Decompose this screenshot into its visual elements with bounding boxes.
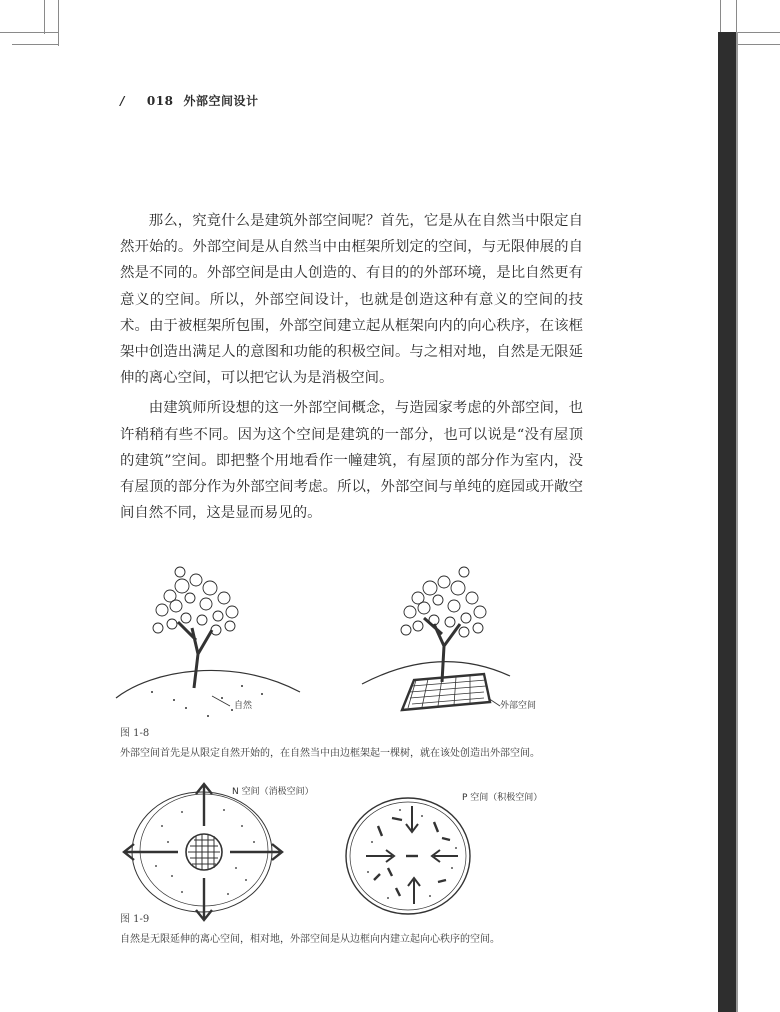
figure-1-8-id: 图 1-8 (120, 728, 150, 739)
book-title: 外部空间设计 (183, 94, 259, 108)
tree-foliage (401, 567, 486, 637)
paragraph: 由建筑师所设想的这一外部空间概念，与造园家考虑的外部空间，也许稍稍有些不同。因为这个空间是建筑的一部分，也可以说是“没有屋顶的建筑”空间。即把整个用地看作一幢建筑，有屋顶的部分作为室内，没有屋顶的部分作为外部空间考虑。所以，外部空间与单纯的庭园或开敞空间自然不同，这是显而易见的。 (120, 400, 583, 522)
crop-mark (0, 32, 58, 33)
label-nature: 自然 (234, 701, 253, 711)
crop-mark (12, 44, 58, 45)
crop-mark (44, 0, 45, 34)
tree-foliage (153, 567, 238, 635)
page-number: 018 (146, 94, 174, 108)
crop-mark (736, 0, 737, 32)
crop-mark (58, 0, 59, 46)
running-header (120, 92, 258, 109)
page-spine (718, 32, 736, 1012)
header-slash: / (120, 94, 125, 108)
p-space-illustration (346, 798, 470, 914)
label-exterior-space: 外部空间 (500, 701, 537, 711)
crop-mark (720, 0, 721, 32)
figure-1-9-drawing (112, 776, 572, 922)
exterior-space-tree-illustration (362, 567, 510, 710)
figure-1-9-caption: 自然是无限延伸的离心空间，相对地，外部空间是从边框向内建立起向心秩序的空间。 (120, 934, 500, 945)
figure-1-8 (112, 558, 537, 720)
nature-tree-illustration (116, 567, 300, 717)
n-space-illustration (124, 784, 282, 920)
label-p-space: P 空间（积极空间） (462, 793, 543, 803)
crop-mark (736, 44, 780, 45)
figure-1-8-caption: 外部空间首先是从限定自然开始的，在自然当中由边框架起一棵树，就在该处创造出外部空间。 (120, 748, 540, 759)
page-spine-edge (736, 32, 738, 1012)
center-grid (188, 834, 220, 870)
figure-1-9-id: 图 1-9 (120, 914, 150, 925)
figure-1-8-drawing (112, 558, 537, 720)
label-n-space: N 空间（消极空间） (232, 787, 314, 797)
body-text (120, 208, 583, 530)
figure-1-9 (112, 776, 572, 922)
paragraph: 那么，究竟什么是建筑外部空间呢？首先，它是从在自然当中限定自然开始的。外部空间是从自然当中由框架所划定的空间，与无限伸展的自然是不同的。外部空间是由人创造的、有目的的外部环境，是比自然更有意义的空间。所以，外部空间设计，也就是创造这种有意义的空间的技术。由于被框架所包围，外部空间建立起从框架向内的向心秩序，在该框架中创造出满足人的意图和功能的积极空间。与之相对地，自然是无限延伸的离心空间，可以把它认为是消极空间。 (120, 213, 583, 387)
